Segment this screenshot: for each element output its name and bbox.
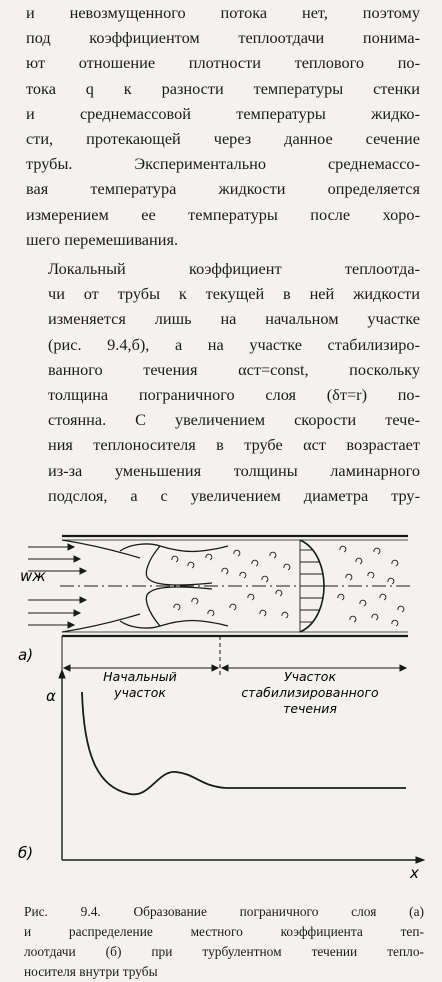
y-axis-label: α	[46, 687, 56, 705]
paragraph-1	[26, 0, 420, 252]
caption-line: лоотдачи (б) при турбулентном течении тепло-	[24, 944, 424, 959]
part-a-label: а)	[18, 646, 34, 664]
region-stabilized-label-3: течения	[283, 701, 337, 716]
text-line: сти, протекающей через данное сечение	[26, 129, 420, 149]
region-initial-label-1: Начальный	[103, 669, 177, 684]
text-line: вая температура жидкости определяется	[26, 179, 420, 199]
text-line: трубы. Экспериментально среднемассо-	[26, 154, 420, 174]
figure-caption	[24, 902, 424, 982]
alpha-curve	[82, 692, 406, 794]
caption-line: носителя внутри трубы	[24, 964, 158, 979]
text-line: стоянна. С увеличением скорости тече-	[48, 410, 420, 430]
text-line: Локальный коэффициент теплоотда-	[48, 259, 420, 279]
caption-line: и распределение местного коэффициента теп-	[24, 924, 424, 939]
text-line: чи от трубы к текущей в ней жидкости	[48, 284, 420, 304]
caption-line: Рис. 9.4. Образование пограничного слоя (а)	[24, 904, 424, 919]
text-line: ют отношение плотности теплового по-	[26, 53, 420, 73]
part-b-label: б)	[18, 844, 34, 862]
region-initial-label-2: участок	[114, 685, 166, 700]
pipe-diagram	[28, 536, 412, 636]
region-stabilized-label-1: Участок	[283, 669, 337, 684]
region-stabilized-label-2: стабилизированного	[241, 685, 379, 700]
inlet-velocity-arrows	[28, 544, 86, 628]
text-line: (рис. 9.4,б), а на участке стабилизиро-	[48, 334, 420, 354]
text-line: под коэффициентом теплоотдачи понима-	[26, 28, 420, 48]
profile-arrows	[300, 550, 324, 622]
text-line: и среднемассовой температуры жидко-	[26, 103, 420, 123]
text-line: подслоя, а с увеличением диаметра тру-	[48, 485, 420, 505]
text-line: толщина пограничного слоя (δт=r) по-	[48, 385, 420, 405]
text-line: и невозмущенного потока нет, поэтому	[26, 3, 420, 22]
text-line: изменяется лишь на начальном участке	[48, 309, 420, 329]
x-axis-arrow	[416, 857, 424, 863]
paragraph-2	[26, 256, 420, 508]
text-line: шего перемешивания.	[26, 229, 179, 249]
velocity-label: wж	[20, 567, 46, 585]
turbulent-layer-top	[120, 544, 228, 585]
y-axis-arrow	[59, 670, 65, 678]
text-line: измерением ее температуры после хоро-	[26, 204, 420, 224]
figure-9-4	[0, 520, 442, 890]
body-text	[26, 0, 420, 508]
text-line: из-за уменьшения толщины ламинарного	[48, 460, 420, 480]
text-line: ванного течения αст=const, поскольку	[48, 359, 420, 379]
text-line: ния теплоносителя в трубе αст возрастает	[48, 435, 420, 455]
text-line: тока q к разности температуры стенки	[26, 78, 420, 98]
x-axis-label: x	[410, 864, 419, 882]
